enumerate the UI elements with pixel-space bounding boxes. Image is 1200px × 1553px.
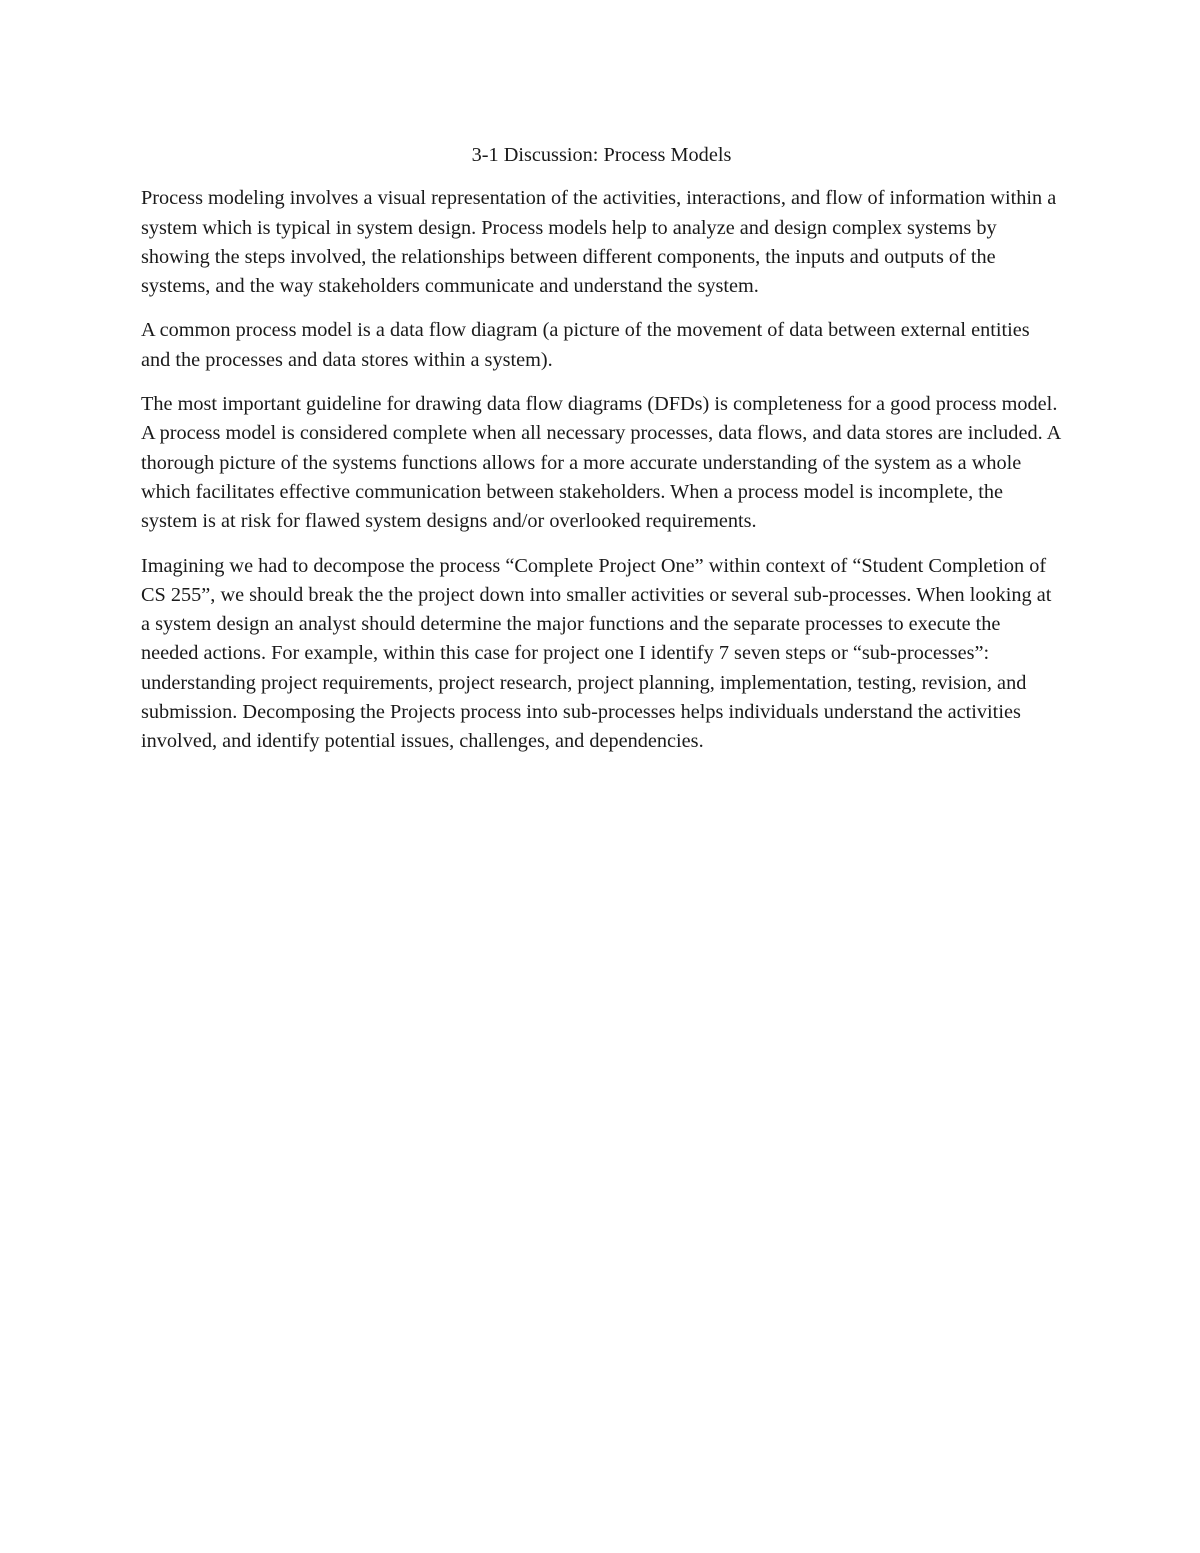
document-body [141,141,1062,772]
document-title: 3-1 Discussion: Process Models [471,144,732,166]
paragraph-decomposition: Imagining we had to decompose the process “Complete Project One” within context of “Student Completion of CS 255”, we should break the the project down into smaller activities or several sub-processes. When looking at a system design an analyst should determine the major functions and the separate processes to execute the needed actions. For example, within this case for project one I identify 7 seven steps or “sub-processes”: understanding project requirements, project research, project planning, implementation, testing, revision, and submission. Decomposing the Projects process into sub-processes helps individuals understand the activities involved, and identify potential issues, challenges, and dependencies. [141,554,1052,753]
paragraph-dfd-guideline: The most important guideline for drawing data flow diagrams (DFDs) is completeness for a good process model. A process model is considered complete when all necessary processes, data flows, and data stores are included. A thorough picture of the systems functions allows for a more accurate understanding of the system as a whole which facilitates effective communication between stakeholders. When a process model is incomplete, the system is at risk for flawed system designs and/or overlooked requirements. [141,393,1061,533]
paragraph-data-flow-diagram: A common process model is a data flow diagram (a picture of the movement of data between external entities and the processes and data stores within a system). [141,319,1030,371]
paragraph-process-modeling: Process modeling involves a visual representation of the activities, interactions, and flow of information within a system which is typical in system design. Process models help to analyze and design complex systems by showing the steps involved, the relationships between different components, the inputs and outputs of the systems, and the way stakeholders communicate and understand the system. [141,187,1057,298]
